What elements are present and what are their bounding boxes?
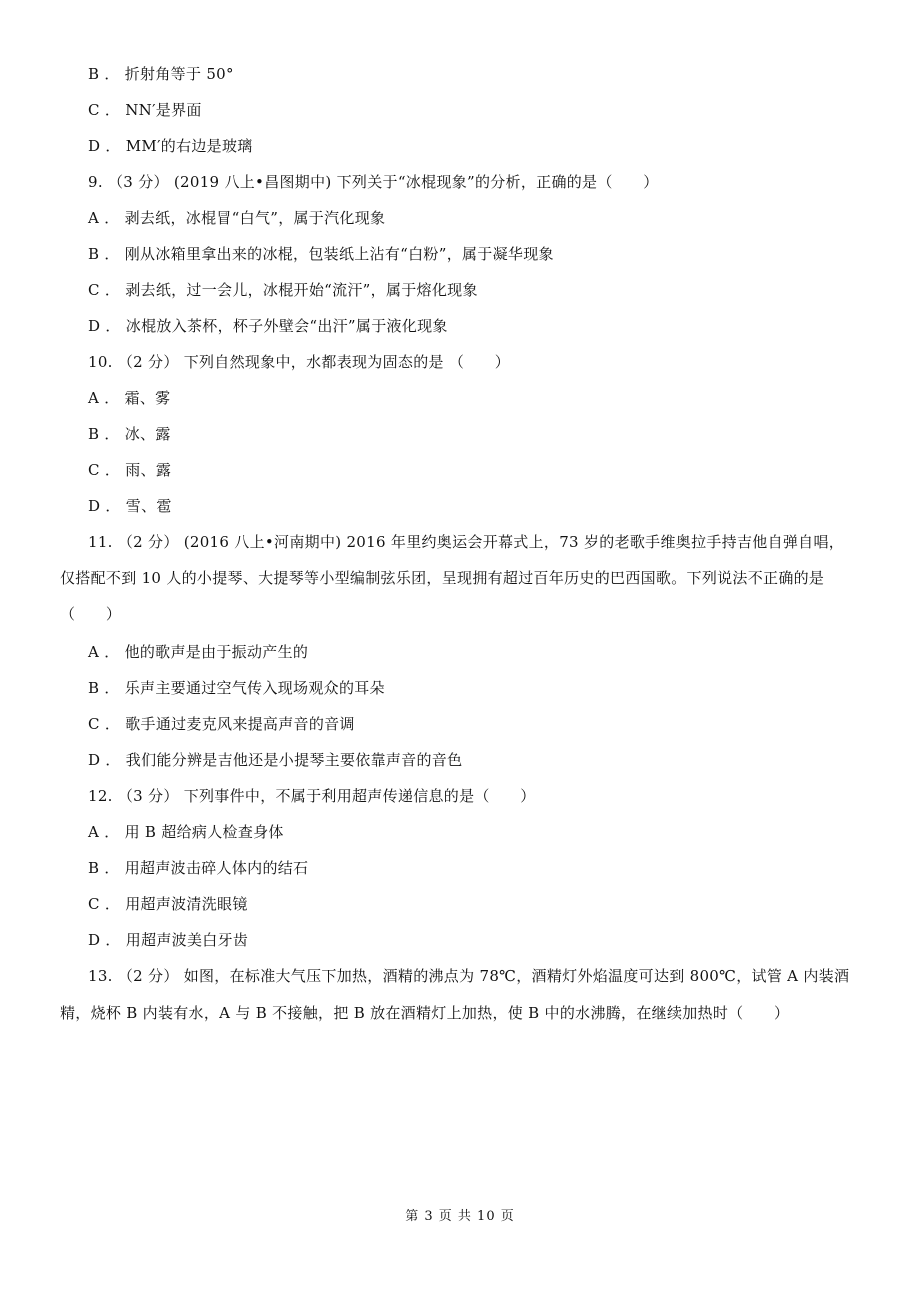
q11-stem-line-2: 仅搭配不到 10 人的小提琴、大提琴等小型编制弦乐团，呈现拥有超过百年历史的巴西国歌。下列说法不正确的是 [60,569,825,587]
q8-option-d: D ． MM′的右边是玻璃 [88,137,253,155]
q11-option-b: B ． 乐声主要通过空气传入现场观众的耳朵 [88,679,385,697]
q11-option-a: A ． 他的歌声是由于振动产生的 [88,643,309,661]
q10-stem: 10. （2 分） 下列自然现象中，水都表现为固态的是 （ ） [88,353,511,371]
q11-stem-line-3: （ ） [60,605,122,623]
q8-option-b: B ． 折射角等于 50° [88,65,234,83]
q9-option-c: C ． 剥去纸，过一会儿，冰棍开始“流汗”，属于熔化现象 [88,281,478,299]
q11-option-d: D ． 我们能分辨是吉他还是小提琴主要依靠声音的音色 [88,751,463,769]
q8-option-c: C ． NN′是界面 [88,101,202,119]
q9-option-d: D ． 冰棍放入茶杯，杯子外壁会“出汗”属于液化现象 [88,317,448,335]
q11-stem-line-1: 11. （2 分） (2016 八上•河南期中) 2016 年里约奥运会开幕式上，73 岁的老歌手维奥拉手持吉他自弹自唱， [88,533,845,551]
q12-option-a: A ． 用 B 超给病人检查身体 [88,823,284,841]
q12-option-d: D ． 用超声波美白牙齿 [88,931,249,949]
q10-option-a: A ． 霜、雾 [88,389,171,407]
q10-option-c: C ． 雨、露 [88,461,172,479]
q11-option-c: C ． 歌手通过麦克风来提高声音的音调 [88,715,355,733]
q12-stem: 12. （3 分） 下列事件中，不属于利用超声传递信息的是（ ） [88,787,536,805]
q9-stem: 9. （3 分） (2019 八上•昌图期中) 下列关于“冰棍现象”的分析，正确的是（ ） [88,173,659,191]
q12-option-c: C ． 用超声波清洗眼镜 [88,895,248,913]
q10-option-b: B ． 冰、露 [88,425,171,443]
q10-option-d: D ． 雪、雹 [88,497,172,515]
page-footer: 第 3 页 共 10 页 [405,1209,515,1224]
q12-option-b: B ． 用超声波击碎人体内的结石 [88,859,309,877]
q13-stem-line-1: 13. （2 分） 如图，在标准大气压下加热，酒精的沸点为 78℃，酒精灯外焰温度可达到 800℃，试管 A 内装酒 [88,967,850,985]
q13-stem-line-2: 精，烧杯 B 内装有水，A 与 B 不接触，把 B 放在酒精灯上加热，使 B 中的水沸腾，在继续加热时（ ） [60,1004,790,1022]
q9-option-b: B ． 刚从冰箱里拿出来的冰棍，包装纸上沾有“白粉”，属于凝华现象 [88,245,554,263]
q9-option-a: A ． 剥去纸，冰棍冒“白气”，属于汽化现象 [88,209,386,227]
